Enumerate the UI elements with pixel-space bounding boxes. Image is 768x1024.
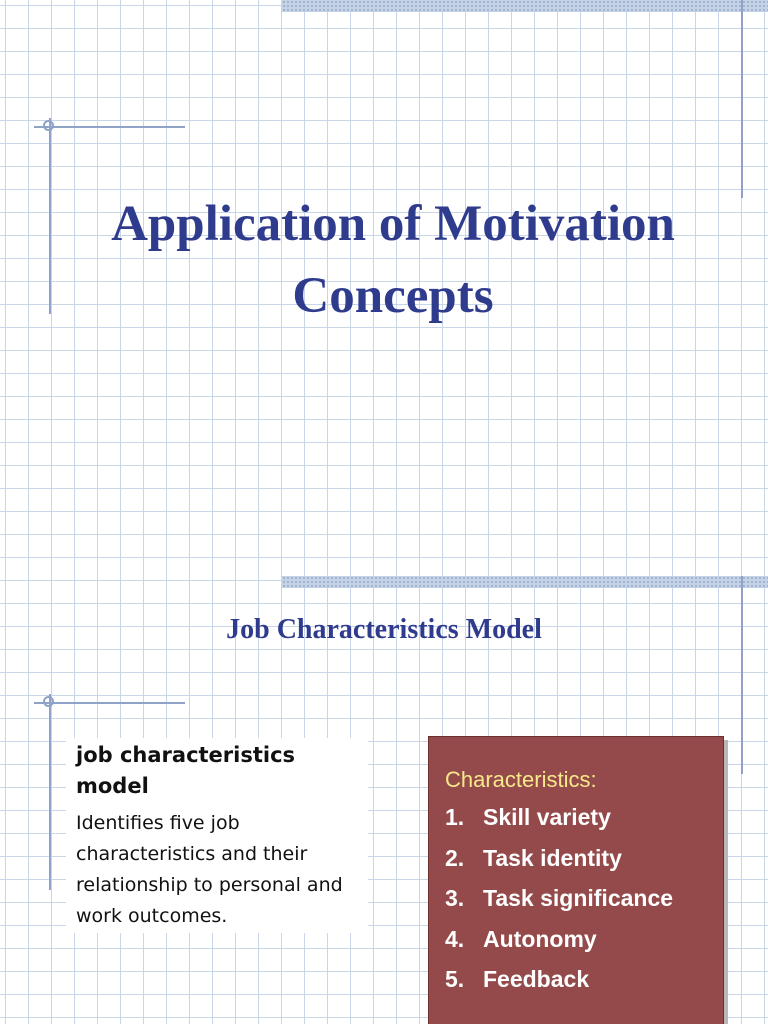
decorative-vertical-rule — [741, 576, 743, 774]
list-item-number: 5. — [445, 966, 465, 993]
slide-2 — [0, 576, 768, 1024]
list-item — [445, 959, 707, 1000]
title-line-1: Application of Motivation — [111, 196, 675, 252]
list-item-label: Task identity — [483, 844, 622, 871]
slide-1-title — [40, 188, 746, 332]
list-item-label: Feedback — [483, 966, 590, 993]
decorative-dotted-band — [282, 576, 768, 588]
definition-text-line-2: characteristics and their — [76, 843, 308, 865]
decorative-dotted-band — [282, 0, 768, 12]
decorative-corner-horizontal — [34, 126, 185, 128]
definition-term — [76, 740, 358, 802]
list-item-label: Task significance — [483, 885, 674, 912]
list-item-number: 3. — [445, 885, 465, 912]
decorative-circle-icon — [43, 120, 54, 131]
decorative-corner-horizontal — [34, 702, 185, 704]
list-item — [445, 878, 707, 919]
characteristics-box — [428, 736, 724, 1024]
list-item-number: 2. — [445, 844, 465, 871]
slide-2-title: Job Characteristics Model — [226, 614, 542, 645]
definition-text-line-3: relationship to personal and — [76, 874, 343, 896]
definition-text-line-4: work outcomes. — [76, 905, 228, 927]
definition-term-line-1: job characteristics — [76, 743, 296, 767]
characteristics-list — [445, 797, 707, 1000]
definition-term-line-2: model — [76, 774, 149, 798]
list-item-label: Skill variety — [483, 804, 611, 830]
list-item — [445, 919, 707, 960]
characteristics-heading: Characteristics: — [445, 767, 597, 792]
list-item-number: 1. — [445, 804, 465, 830]
decorative-corner-vertical — [49, 694, 51, 890]
title-line-2: Concepts — [292, 268, 494, 324]
definition-text-line-1: Identifies five job — [76, 812, 240, 834]
list-item — [445, 797, 707, 838]
list-item-number: 4. — [445, 925, 465, 952]
definition-text — [76, 808, 358, 932]
list-item-label: Autonomy — [483, 925, 597, 952]
list-item — [445, 838, 707, 879]
decorative-circle-icon — [43, 696, 54, 707]
decorative-vertical-rule — [741, 0, 743, 198]
definition-box — [66, 738, 368, 933]
